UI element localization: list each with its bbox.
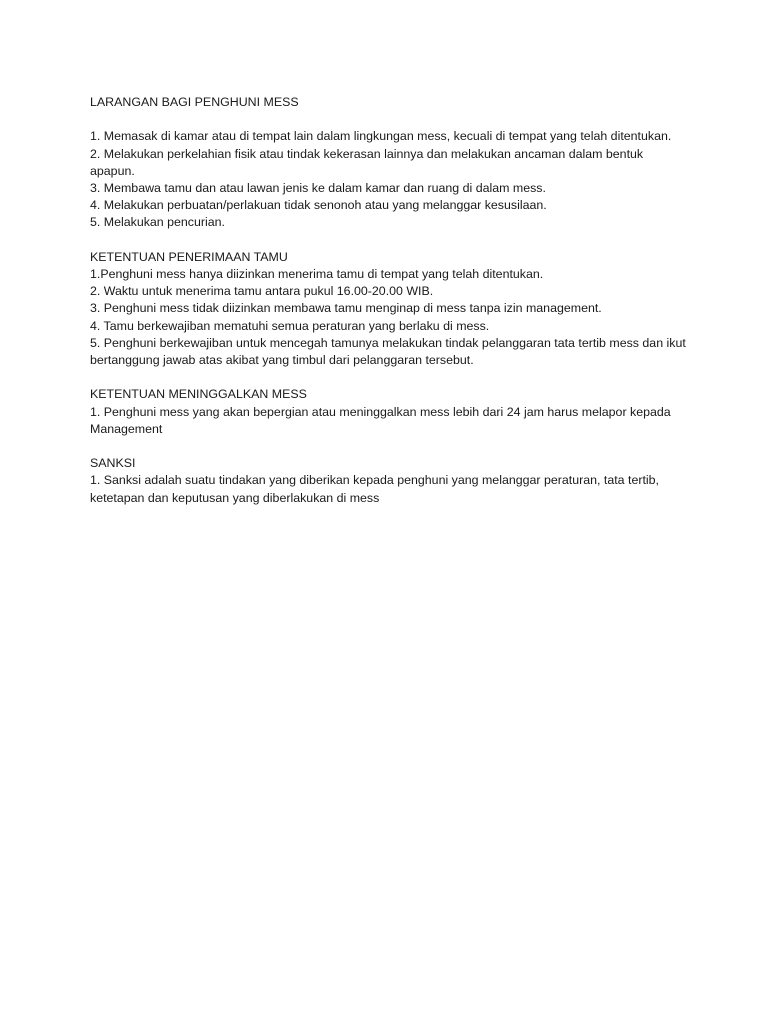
section-title: LARANGAN BAGI PENGHUNI MESS: [90, 95, 299, 109]
section-title: KETENTUAN MENINGGALKAN MESS: [90, 387, 307, 402]
section-title: KETENTUAN PENERIMAAN TAMU: [90, 249, 288, 264]
list-item: 1. Memasak di kamar atau di tempat lain dalam lingkungan mess, kecuali di tempat yang telah ditentukan.: [90, 129, 672, 144]
list-item: 5. Penghuni berkewajiban untuk mencegah tamunya melakukan tindak pelanggaran tata tertib mess dan ikut bertanggung jawab atas akibat yang timbul dari pelanggaran tersebut.: [90, 335, 686, 368]
list-item: 2. Waktu untuk menerima tamu antara pukul 16.00-20.00 WIB.: [90, 284, 434, 299]
list-item: 3. Penghuni mess tidak diizinkan membawa tamu menginap di mess tanpa izin management.: [90, 301, 602, 316]
document-body: [90, 94, 690, 524]
section-title: SANKSI: [90, 456, 136, 471]
list-item: 2. Melakukan perkelahian fisik atau tindak kekerasan lainnya dan melakukan ancaman dalam bentuk apapun.: [90, 146, 644, 178]
section-penerimaan-tamu: [90, 249, 690, 369]
list-item: 4. Melakukan perbuatan/perlakuan tidak senonoh atau yang melanggar kesusilaan.: [90, 198, 547, 213]
list-item: 1.Penghuni mess hanya diizinkan menerima tamu di tempat yang telah ditentukan.: [90, 267, 544, 281]
list-item: 4. Tamu berkewajiban mematuhi semua peraturan yang berlaku di mess.: [90, 318, 490, 333]
list-item: 5. Melakukan pencurian.: [90, 215, 226, 230]
section-meninggalkan-mess: [90, 386, 690, 438]
section-sanksi: [90, 455, 690, 507]
section-larangan: [90, 94, 690, 232]
list-item: 3. Membawa tamu dan atau lawan jenis ke dalam kamar dan ruang di dalam mess.: [90, 181, 546, 195]
list-item: 1. Penghuni mess yang akan bepergian atau meninggalkan mess lebih dari 24 jam harus melapor kepada Management: [90, 404, 671, 436]
list-item: 1. Sanksi adalah suatu tindakan yang diberikan kepada penghuni yang melanggar peraturan, tata tertib, ketetapan dan keputusan yang diberlakukan di mess: [90, 473, 659, 505]
